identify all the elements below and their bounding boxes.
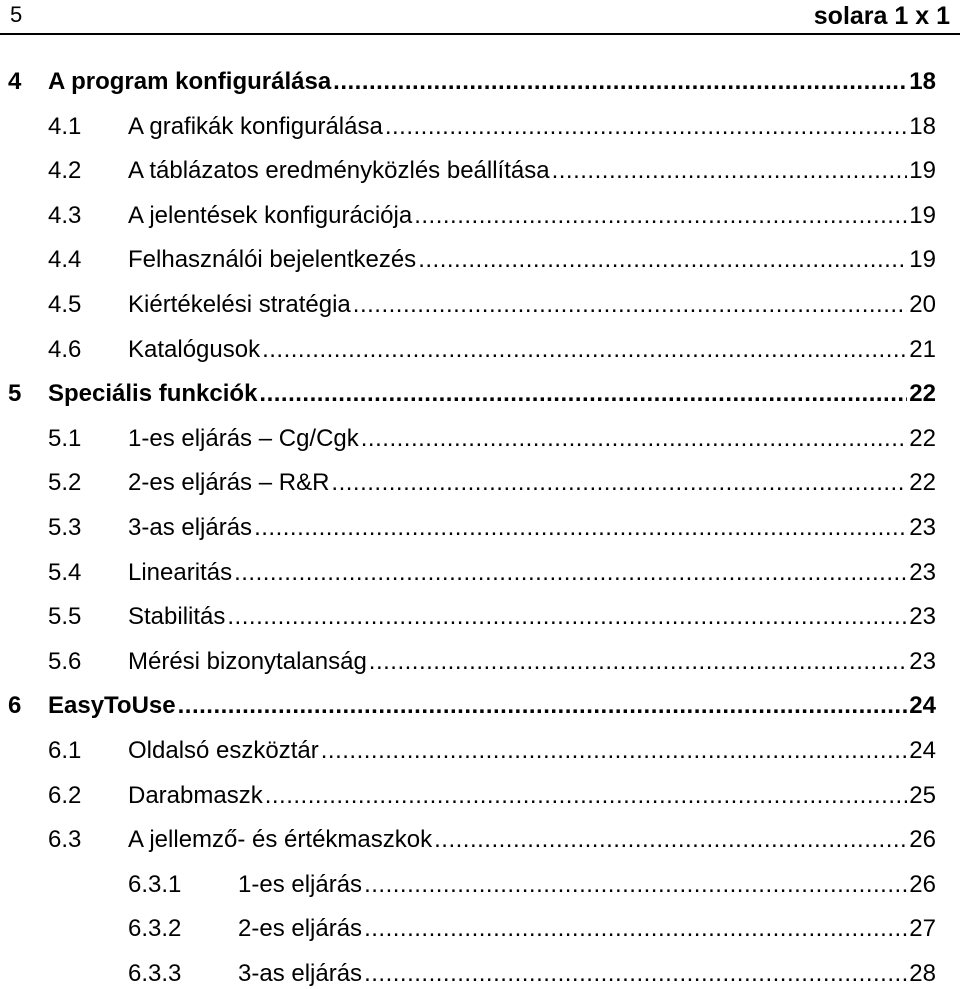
toc-dot-leader: [418, 245, 907, 275]
toc-entry-number: 6.3.1: [128, 871, 182, 898]
toc-entry-page: 26: [909, 826, 936, 853]
toc-dot-leader: [414, 201, 907, 231]
toc-entry-page: 27: [909, 915, 936, 942]
toc-entry-page: 24: [909, 692, 936, 719]
toc-entry[interactable]: [0, 691, 960, 721]
toc-entry[interactable]: [0, 468, 960, 498]
toc-entry-title: Katalógusok: [128, 336, 261, 363]
toc-entry-page: 23: [909, 648, 936, 675]
toc-entry-page: 22: [909, 469, 936, 496]
toc-dot-leader: [262, 335, 907, 365]
toc-entry-number: 6.1: [48, 737, 82, 764]
toc-entry[interactable]: [0, 245, 960, 275]
toc-dot-leader: [361, 424, 908, 454]
toc-entry-number: 4.3: [48, 202, 82, 229]
toc-entry-page: 28: [909, 960, 936, 987]
toc-entry-number: 4.5: [48, 291, 82, 318]
toc-entry-title: 2-es eljárás: [238, 915, 363, 942]
toc-entry-page: 18: [909, 113, 936, 140]
toc-entry-page: 19: [909, 202, 936, 229]
toc-entry-title: A program konfigurálása: [48, 68, 332, 95]
toc-dot-leader: [234, 558, 907, 588]
toc-dot-leader: [321, 736, 908, 766]
toc-dot-leader: [385, 112, 907, 142]
toc-entry-number: 5.5: [48, 603, 82, 630]
toc-entry-title: A grafikák konfigurálása: [128, 113, 383, 140]
toc-entry-number: 6.3.2: [128, 915, 182, 942]
toc-entry-title: Kiértékelési stratégia: [128, 291, 351, 318]
toc-entry-number: 5.4: [48, 559, 82, 586]
toc-entry-title: 3-as eljárás: [238, 960, 363, 987]
toc-entry-page: 24: [909, 737, 936, 764]
toc-entry-title: Speciális funkciók: [48, 380, 258, 407]
toc-dot-leader: [364, 959, 907, 989]
toc-entry[interactable]: [0, 112, 960, 142]
toc-entry-page: 23: [909, 603, 936, 630]
toc-entry-page: 18: [909, 68, 936, 95]
toc-entry-page: 21: [909, 336, 936, 363]
toc-entry[interactable]: [0, 290, 960, 320]
toc-dot-leader: [434, 825, 907, 855]
toc-entry-title: Felhasználói bejelentkezés: [128, 246, 417, 273]
toc-entry[interactable]: [0, 825, 960, 855]
toc-entry[interactable]: [0, 736, 960, 766]
toc-entry-title: 1-es eljárás – Cg/Cgk: [128, 425, 359, 452]
toc-entry-page: 19: [909, 157, 936, 184]
header-rule: [0, 33, 960, 35]
toc-entry[interactable]: [0, 647, 960, 677]
toc-entry[interactable]: [0, 424, 960, 454]
toc-entry-number: 5.3: [48, 514, 82, 541]
toc-entry-number: 5.6: [48, 648, 82, 675]
toc-entry[interactable]: [0, 870, 960, 900]
toc-entry[interactable]: [0, 201, 960, 231]
document-title: solara 1 x 1: [813, 2, 950, 30]
toc-dot-leader: [552, 156, 908, 186]
toc-entry-page: 23: [909, 514, 936, 541]
toc-dot-leader: [265, 781, 908, 811]
toc-entry-number: 6: [8, 692, 22, 719]
toc-entry-title: A jelentések konfigurációja: [128, 202, 413, 229]
toc-entry-number: 4.1: [48, 113, 82, 140]
toc-entry[interactable]: [0, 602, 960, 632]
toc-entry-number: 4: [8, 68, 22, 95]
toc-entry-title: 2-es eljárás – R&R: [128, 469, 330, 496]
toc-entry-number: 5: [8, 380, 22, 407]
toc-entry[interactable]: [0, 335, 960, 365]
toc-entry[interactable]: [0, 379, 960, 409]
toc-entry-page: 22: [909, 380, 936, 407]
toc-entry-title: Linearitás: [128, 559, 233, 586]
toc-entry[interactable]: [0, 558, 960, 588]
toc-entry-number: 6.3: [48, 826, 82, 853]
toc-entry[interactable]: [0, 513, 960, 543]
toc-dot-leader: [254, 513, 907, 543]
toc-entry-number: 5.1: [48, 425, 82, 452]
toc-entry-title: EasyToUse: [48, 692, 176, 719]
toc-dot-leader: [259, 379, 907, 409]
toc-entry-title: 1-es eljárás: [238, 871, 363, 898]
toc-entry[interactable]: [0, 67, 960, 97]
page-header: [0, 0, 960, 34]
toc-entry-number: 4.6: [48, 336, 82, 363]
toc-entry-number: 5.2: [48, 469, 82, 496]
toc-entry[interactable]: [0, 914, 960, 944]
toc-dot-leader: [369, 647, 908, 677]
toc-entry-number: 4.4: [48, 246, 82, 273]
toc-entry-number: 6.3.3: [128, 960, 182, 987]
page-number: 5: [10, 2, 23, 27]
toc-dot-leader: [364, 914, 907, 944]
toc-entry-page: 23: [909, 559, 936, 586]
toc-entry-page: 25: [909, 782, 936, 809]
toc-dot-leader: [353, 290, 908, 320]
toc-entry[interactable]: [0, 959, 960, 989]
toc-entry-title: Mérési bizonytalanság: [128, 648, 367, 675]
toc-dot-leader: [227, 602, 907, 632]
toc-entry-title: Darabmaszk: [128, 782, 263, 809]
toc-entry-title: A táblázatos eredményközlés beállítása: [128, 157, 550, 184]
toc-dot-leader: [333, 67, 907, 97]
toc-dot-leader: [364, 870, 907, 900]
toc-dot-leader: [178, 691, 908, 721]
toc-entry-title: Stabilitás: [128, 603, 226, 630]
toc-entry-number: 4.2: [48, 157, 82, 184]
toc-entry-page: 19: [909, 246, 936, 273]
toc-entry-title: A jellemző- és értékmaszkok: [128, 826, 433, 853]
toc-entry-number: 6.2: [48, 782, 82, 809]
toc-dot-leader: [331, 468, 907, 498]
toc-entry-title: 3-as eljárás: [128, 514, 253, 541]
toc-entry-page: 26: [909, 871, 936, 898]
toc-entry-title: Oldalsó eszköztár: [128, 737, 319, 764]
toc-entry-page: 22: [909, 425, 936, 452]
toc-entry[interactable]: [0, 156, 960, 186]
toc-entry-page: 20: [909, 291, 936, 318]
toc-entry[interactable]: [0, 781, 960, 811]
